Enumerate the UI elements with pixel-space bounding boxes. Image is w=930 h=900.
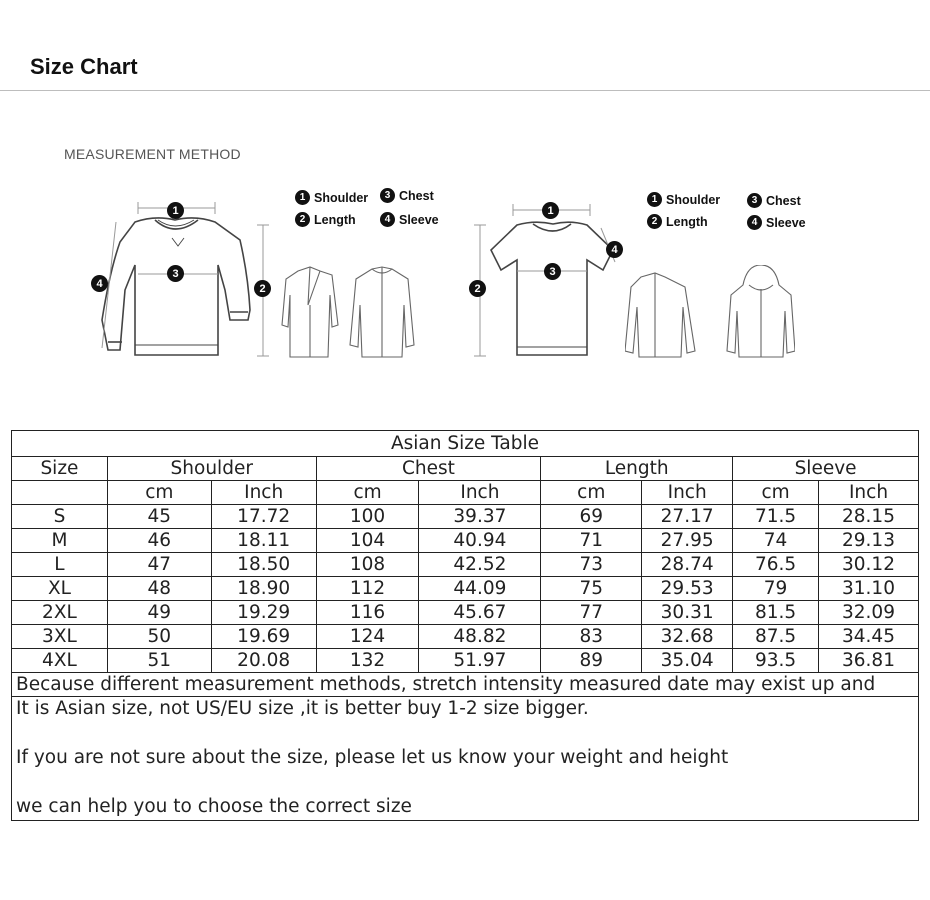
table-note-4: we can help you to choose the correct size [16,796,412,817]
value-cell: 46 [107,529,211,553]
shoulder-marker: 1 [542,202,559,219]
value-cell: 29.53 [642,577,733,601]
legend-badge: 3 [747,193,762,208]
value-cell: 45 [107,505,211,529]
value-cell: 83 [541,625,642,649]
page-title: Size Chart [30,54,138,79]
value-cell: 76.5 [733,553,819,577]
value-cell: 44.09 [419,577,541,601]
value-cell: 35.04 [642,649,733,673]
value-cell: 45.67 [419,601,541,625]
table-row [12,625,919,649]
size-cell: 4XL [12,649,108,673]
table-title-row [12,431,919,457]
legend-chest-label: Chest [766,193,801,208]
unit-header: Inch [819,481,919,505]
table-note-2: It is Asian size, not US/EU size ,it is better buy 1-2 size bigger. [16,698,589,719]
value-cell: 32.09 [819,601,919,625]
value-cell: 42.52 [419,553,541,577]
table-title: Asian Size Table [12,431,919,457]
note-row [12,673,919,697]
table-row [12,505,919,529]
legend-shoulder-label: Shoulder [314,190,369,205]
value-cell: 108 [316,553,419,577]
value-cell: 71 [541,529,642,553]
value-cell: 93.5 [733,649,819,673]
value-cell: 30.12 [819,553,919,577]
legend-badge: 4 [747,215,762,230]
size-header: Size [12,457,108,481]
length-marker: 2 [469,280,486,297]
value-cell: 112 [316,577,419,601]
legend-badge: 2 [647,214,662,229]
value-cell: 17.72 [211,505,316,529]
sleeve-marker: 4 [91,275,108,292]
legend-left [295,190,455,230]
value-cell: 18.90 [211,577,316,601]
value-cell: 50 [107,625,211,649]
unit-header-row [12,481,919,505]
group-header-length: Length [541,457,733,481]
unit-header: Inch [642,481,733,505]
value-cell: 28.15 [819,505,919,529]
shoulder-marker: 1 [167,202,184,219]
value-cell: 18.11 [211,529,316,553]
unit-header: cm [107,481,211,505]
sleeve-marker: 4 [606,241,623,258]
size-table [11,430,919,821]
group-header-row [12,457,919,481]
legend-sleeve-label: Sleeve [399,212,439,227]
size-cell: M [12,529,108,553]
value-cell: 31.10 [819,577,919,601]
table-row [12,577,919,601]
value-cell: 100 [316,505,419,529]
legend-badge: 1 [295,190,310,205]
jacket-illustration [280,265,420,365]
short-sleeve-diagram [465,180,825,370]
value-cell: 18.50 [211,553,316,577]
value-cell: 29.13 [819,529,919,553]
chest-marker: 3 [167,265,184,282]
value-cell: 89 [541,649,642,673]
note-spacer [16,771,918,796]
value-cell: 36.81 [819,649,919,673]
size-cell: S [12,505,108,529]
value-cell: 40.94 [419,529,541,553]
table-note-3: If you are not sure about the size, please let us know your weight and height [16,747,729,768]
value-cell: 87.5 [733,625,819,649]
legend-right [647,192,827,232]
legend-badge: 3 [380,188,395,203]
value-cell: 47 [107,553,211,577]
chest-marker: 3 [544,263,561,280]
value-cell: 77 [541,601,642,625]
value-cell: 32.68 [642,625,733,649]
legend-length-label: Length [666,214,708,229]
legend-badge: 2 [295,212,310,227]
legend-chest-label: Chest [399,188,434,203]
header-divider [0,90,930,91]
value-cell: 75 [541,577,642,601]
value-cell: 39.37 [419,505,541,529]
legend-sleeve-label: Sleeve [766,215,806,230]
group-header-chest: Chest [316,457,541,481]
value-cell: 116 [316,601,419,625]
value-cell: 104 [316,529,419,553]
size-cell: XL [12,577,108,601]
group-header-sleeve: Sleeve [733,457,919,481]
value-cell: 27.17 [642,505,733,529]
value-cell: 28.74 [642,553,733,577]
value-cell: 124 [316,625,419,649]
group-header-shoulder: Shoulder [107,457,316,481]
value-cell: 81.5 [733,601,819,625]
table-row [12,601,919,625]
value-cell: 19.29 [211,601,316,625]
value-cell: 132 [316,649,419,673]
table-row [12,553,919,577]
size-rows [12,505,919,673]
length-marker: 2 [254,280,271,297]
value-cell: 69 [541,505,642,529]
unit-header: Inch [211,481,316,505]
value-cell: 30.31 [642,601,733,625]
unit-header-empty [12,481,108,505]
note-spacer [16,722,918,747]
unit-header: cm [733,481,819,505]
measurement-method-title: MEASUREMENT METHOD [64,146,241,162]
unit-header: Inch [419,481,541,505]
legend-badge: 1 [647,192,662,207]
value-cell: 27.95 [642,529,733,553]
value-cell: 73 [541,553,642,577]
value-cell: 51.97 [419,649,541,673]
table-note-1: Because different measurement methods, stretch intensity measured date may exist up and [12,673,919,697]
legend-shoulder-label: Shoulder [666,192,721,207]
value-cell: 48 [107,577,211,601]
table-row [12,649,919,673]
size-cell: 3XL [12,625,108,649]
size-cell: L [12,553,108,577]
value-cell: 20.08 [211,649,316,673]
value-cell: 71.5 [733,505,819,529]
value-cell: 49 [107,601,211,625]
unit-header: cm [541,481,642,505]
legend-badge: 4 [380,212,395,227]
value-cell: 79 [733,577,819,601]
hoodie-illustration [625,265,795,365]
value-cell: 51 [107,649,211,673]
value-cell: 19.69 [211,625,316,649]
value-cell: 48.82 [419,625,541,649]
legend-length-label: Length [314,212,356,227]
value-cell: 34.45 [819,625,919,649]
note-row [12,697,919,821]
size-cell: 2XL [12,601,108,625]
table-note-block [12,697,919,821]
unit-header: cm [316,481,419,505]
value-cell: 74 [733,529,819,553]
table-row [12,529,919,553]
long-sleeve-diagram [80,180,450,370]
